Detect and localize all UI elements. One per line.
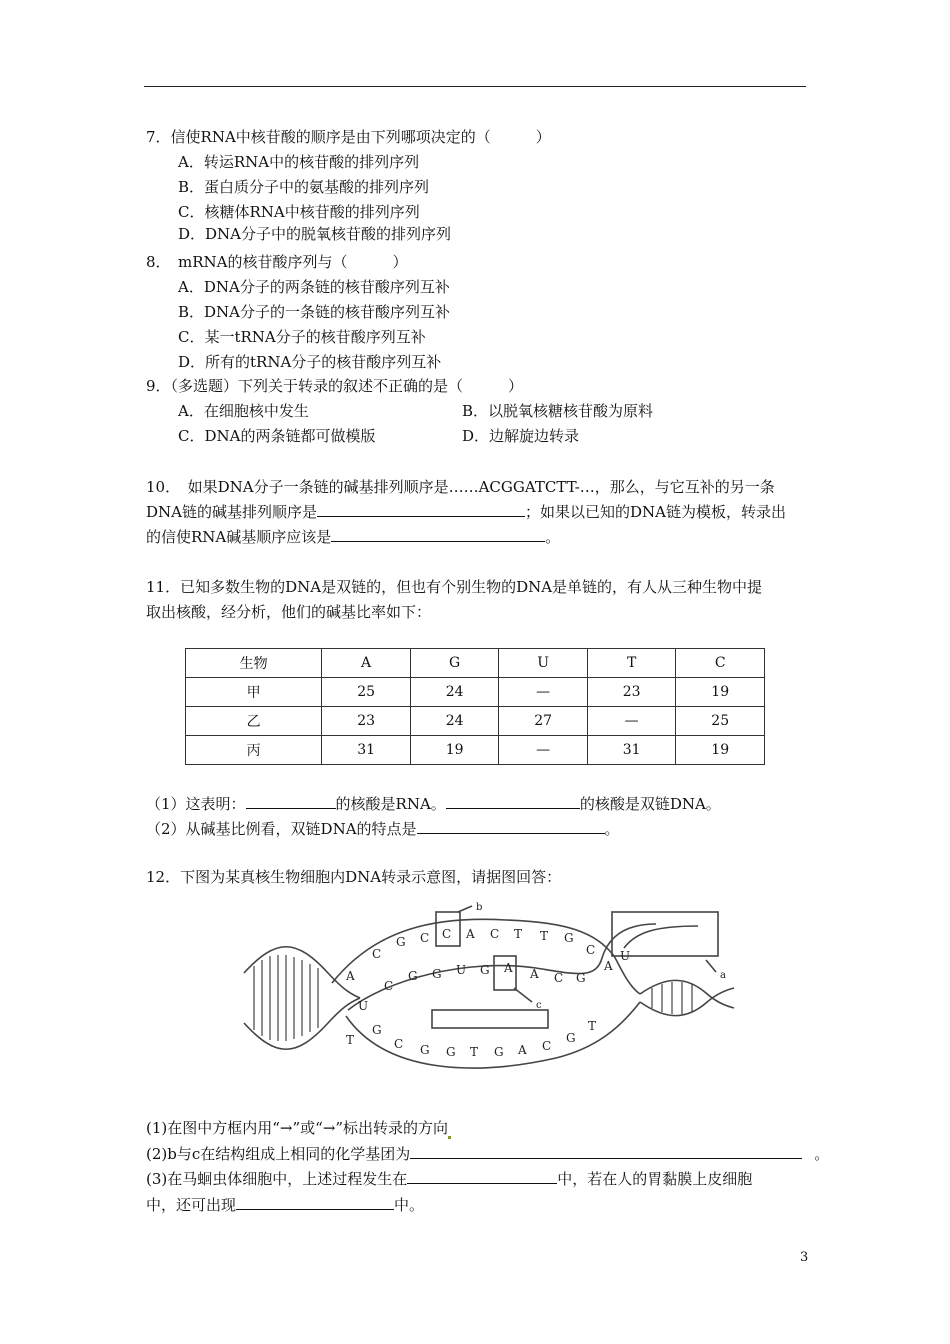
top-base: A	[466, 927, 475, 941]
extra-base: T	[346, 1033, 355, 1047]
table-header-cell: U	[499, 649, 588, 678]
q12-sub4-text-a: 中，还可出现	[146, 1196, 237, 1214]
q11-sub2	[146, 817, 620, 840]
label-b: b	[476, 902, 483, 913]
label-c: c	[536, 1000, 542, 1011]
q11-sub1-text-c: 的核酸是双链DNA。	[579, 795, 721, 813]
q10-line3	[146, 525, 560, 548]
pointer-c	[514, 988, 532, 1002]
q9-option-a: A．在细胞核中发生	[178, 402, 309, 420]
q11-sub1-text-b: 的核酸是RNA。	[335, 795, 446, 813]
page-number: 3	[800, 1250, 809, 1265]
table-row	[186, 736, 765, 765]
q8-option-b: B．DNA分子的一条链的核苷酸序列互补	[178, 303, 451, 321]
table-cell: 19	[676, 678, 765, 707]
q11-dsdna-blank[interactable]	[446, 792, 580, 809]
q11-sub2-text-b: 。	[604, 820, 620, 838]
table-cell: 甲	[186, 678, 322, 707]
table-header-row	[186, 649, 765, 678]
table-row	[186, 678, 765, 707]
q12-sub2-text-b: 。	[814, 1145, 830, 1163]
table-cell: 31	[587, 736, 676, 765]
rna-base: G	[408, 969, 418, 983]
q12-location-blank-1[interactable]	[407, 1167, 557, 1184]
bottom-base: G	[446, 1045, 456, 1059]
q7-option-c: C．核糖体RNA中核苷酸的排列序列	[178, 203, 420, 221]
pointer-a	[706, 960, 716, 972]
q12-location-blank-2[interactable]	[236, 1193, 394, 1210]
q10-line1: 10． 如果DNA分子一条链的碱基排列顺序是……ACGGATCTT-…，那么，与它互补的另一条	[146, 478, 775, 496]
q7-option-a: A．转运RNA中的核苷酸的排列序列	[178, 153, 420, 171]
bottom-base: T	[588, 1019, 597, 1033]
table-header-cell: A	[322, 649, 411, 678]
rna-base: C	[554, 971, 564, 985]
pointer-b	[458, 906, 472, 912]
q12-group-blank[interactable]	[410, 1142, 802, 1159]
q12-sub4	[146, 1193, 424, 1216]
q12-sub3	[146, 1167, 752, 1190]
q12-sub3-text-a: (3)在马蛔虫体细胞中，上述过程发生在	[146, 1170, 408, 1188]
q11-sub1-text-a: （1）这表明：	[146, 795, 246, 813]
table-cell: 丙	[186, 736, 322, 765]
q12-sub1	[146, 1117, 451, 1139]
bottom-base: G	[494, 1045, 504, 1059]
q8-option-d: D．所有的tRNA分子的核苷酸序列互补	[178, 353, 442, 371]
top-base: C	[420, 931, 430, 945]
rna-base: U	[456, 963, 467, 977]
q9-stem: 9．（多选题）下列关于转录的叙述不正确的是（ ）	[146, 377, 524, 395]
table-header-cell: C	[676, 649, 765, 678]
table-row	[186, 707, 765, 736]
q8-option-a: A．DNA分子的两条链的核苷酸序列互补	[178, 278, 450, 296]
q7-option-b: B．蛋白质分子中的氨基酸的排列序列	[178, 178, 430, 196]
top-base: A	[604, 959, 613, 973]
extra-base: A	[346, 969, 355, 983]
q12-sub2-text-a: (2)b与c在结构组成上相同的化学基团为	[146, 1145, 411, 1163]
rna-base: U	[358, 999, 369, 1013]
table-cell: 23	[587, 678, 676, 707]
q12-sub1-text: (1)在图中方框内用“→”或“→”标出转录的方向	[146, 1119, 449, 1137]
bottom-base: G	[420, 1043, 430, 1057]
table-cell: —	[499, 678, 588, 707]
table-header-cell: 生物	[186, 649, 322, 678]
rna-base: A	[530, 967, 539, 981]
q11-line1: 11．已知多数生物的DNA是双链的，但也有个别生物的DNA是单链的，有人从三种生物中提	[146, 578, 763, 596]
extra-base: U	[620, 949, 631, 963]
top-base: C	[442, 927, 452, 941]
right-helix-rungs	[652, 982, 692, 1014]
q12-sub3-text-b: 中，若在人的胃黏膜上皮细胞	[557, 1170, 753, 1188]
q10-complement-blank[interactable]	[317, 500, 525, 517]
bottom-base: C	[394, 1037, 404, 1051]
q11-sub1	[146, 792, 721, 815]
q9-option-d: D．边解旋边转录	[462, 427, 580, 445]
top-base: C	[586, 943, 596, 957]
rna-base: C	[384, 979, 394, 993]
q10-text-2a: DNA链的碱基排列顺序是	[146, 503, 317, 521]
bottom-base: T	[470, 1045, 479, 1059]
q8-stem: 8． mRNA的核苷酸序列与（ ）	[146, 253, 408, 271]
table-cell: 25	[676, 707, 765, 736]
top-base: T	[514, 927, 523, 941]
q10-text-2b: ；如果以已知的DNA链为模板，转录出	[525, 503, 786, 521]
table-header-cell: T	[587, 649, 676, 678]
q11-sub2-text-a: （2）从碱基比例看，双链DNA的特点是	[146, 820, 417, 838]
table-cell: 23	[322, 707, 411, 736]
q12-sub2	[146, 1142, 829, 1165]
q11-rna-blank[interactable]	[246, 792, 336, 809]
label-a: a	[720, 970, 726, 981]
q9-option-c: C．DNA的两条链都可做模版	[178, 427, 376, 445]
q7-option-d: D．DNA分子中的脱氧核苷酸的排列序列	[178, 225, 452, 243]
direction-box	[432, 1010, 548, 1028]
table-cell: 乙	[186, 707, 322, 736]
header-rule	[144, 86, 806, 87]
table-cell: 25	[322, 678, 411, 707]
table-header-cell: G	[410, 649, 499, 678]
bottom-dna-strand	[346, 1002, 640, 1068]
table-cell: —	[499, 736, 588, 765]
bottom-base: C	[542, 1039, 552, 1053]
table-cell: 24	[410, 678, 499, 707]
q11-line2: 取出核酸，经分析，他们的碱基比率如下：	[146, 603, 432, 621]
rna-base: G	[432, 967, 442, 981]
rna-base: G	[480, 963, 490, 977]
bottom-base: G	[372, 1023, 382, 1037]
rna-tail-curve	[624, 926, 698, 948]
table-cell: 31	[322, 736, 411, 765]
dot-mark	[448, 1136, 451, 1139]
q10-text-3a: 的信使RNA碱基顺序应该是	[146, 528, 332, 546]
q12-stem: 12．下图为某真核生物细胞内DNA转录示意图，请据图回答：	[146, 868, 562, 886]
table-cell: 27	[499, 707, 588, 736]
q7-stem: 7．信使RNA中核苷酸的顺序是由下列哪项决定的（ ）	[146, 128, 551, 146]
top-base: T	[540, 929, 549, 943]
rna-base: G	[576, 971, 586, 985]
rna-base: A	[504, 961, 513, 975]
top-base: G	[564, 931, 574, 945]
table-cell: 19	[676, 736, 765, 765]
bottom-base: G	[566, 1031, 576, 1045]
q10-text-3b: 。	[545, 528, 561, 546]
q8-option-c: C．某一tRNA分子的核苷酸序列互补	[178, 328, 426, 346]
top-base: G	[396, 935, 406, 949]
q10-line2	[146, 500, 786, 523]
transcription-diagram	[236, 898, 736, 1088]
table-cell: —	[587, 707, 676, 736]
q9-option-b: B．以脱氧核糖核苷酸为原料	[462, 402, 654, 420]
top-base: C	[372, 947, 382, 961]
base-ratio-table	[185, 648, 765, 765]
q12-sub4-text-b: 中。	[394, 1196, 425, 1214]
q11-feature-blank[interactable]	[417, 817, 605, 834]
top-base: C	[490, 927, 500, 941]
table-cell: 19	[410, 736, 499, 765]
q10-mrna-blank[interactable]	[331, 525, 545, 542]
table-cell: 24	[410, 707, 499, 736]
bottom-base: A	[518, 1043, 527, 1057]
left-helix-rungs	[254, 955, 318, 1041]
